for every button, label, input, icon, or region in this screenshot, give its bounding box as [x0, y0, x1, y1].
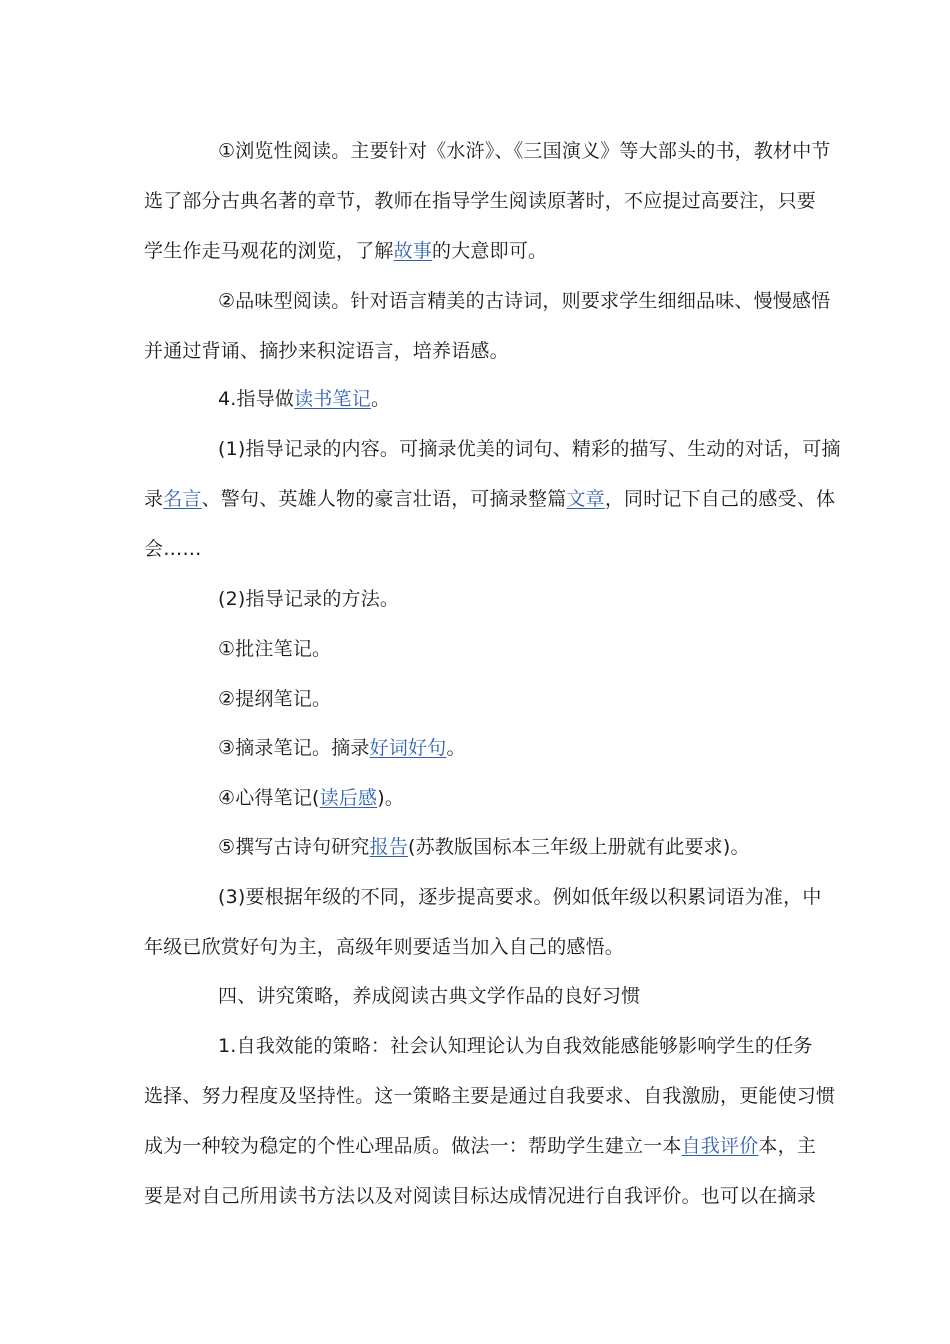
- paragraph-excerpt-notes: [144, 723, 808, 773]
- text-span: ③摘录笔记。摘录: [218, 737, 370, 759]
- text-span: 的大意即可。: [432, 240, 548, 262]
- section-heading-strategies: [144, 971, 808, 1021]
- text-line: 选了部分古典名著的章节，教师在指导学生阅读原著时，不应提过高要注，只要: [144, 190, 817, 212]
- paragraph-recording-content: [144, 424, 841, 574]
- paragraph-savoring-reading: [144, 276, 831, 376]
- text-line: ①批注笔记。: [218, 638, 332, 660]
- text-line: [144, 474, 836, 524]
- text-span: 。: [446, 737, 466, 759]
- link-story[interactable]: 故事: [393, 240, 433, 262]
- text-line: 会……: [144, 538, 202, 560]
- paragraph-self-efficacy: [144, 1021, 836, 1221]
- paragraph-recording-method: [144, 574, 808, 624]
- text-line: 要是对自己所用读书方法以及对阅读目标达成情况进行自我评价。也可以在摘录: [144, 1185, 817, 1207]
- text-line: 并通过背诵、摘抄来积淀语言，培养语感。: [144, 340, 509, 362]
- paragraph-research-report: [144, 822, 808, 872]
- text-line: (2)指导记录的方法。: [218, 588, 400, 610]
- text-span: (苏教版国标本三年级上册就有此要求)。: [408, 836, 750, 858]
- paragraph-reading-notes-heading: [144, 374, 808, 424]
- text-line: ②品味型阅读。针对语言精美的古诗词，则要求学生细细品味、慢慢感悟: [218, 290, 831, 312]
- text-line: (3)要根据年级的不同，逐步提高要求。例如低年级以积累词语为准，中: [218, 886, 822, 908]
- text-line: ②提纲笔记。: [218, 688, 332, 710]
- link-book-review[interactable]: 读后感: [319, 787, 378, 809]
- text-span: 本，主: [758, 1135, 817, 1157]
- link-good-phrases[interactable]: 好词好句: [369, 737, 447, 759]
- text-line: [144, 822, 808, 872]
- text-span: ⑤撰写古诗句研究: [218, 836, 370, 858]
- paragraph-grade-requirements: [144, 872, 822, 972]
- text-line: 选择、努力程度及坚持性。这一策略主要是通过自我要求、自我激励，更能使习惯: [144, 1085, 836, 1107]
- text-span: 4.指导做: [218, 388, 295, 410]
- text-line: 四、讲究策略，养成阅读古典文学作品的良好习惯: [218, 985, 641, 1007]
- text-line: (1)指导记录的内容。可摘录优美的词句、精彩的描写、生动的对话，可摘: [218, 438, 841, 460]
- link-reading-notes[interactable]: 读书笔记: [294, 388, 371, 410]
- text-line: 年级已欣赏好句为主，高级年则要适当加入自己的感悟。: [144, 936, 625, 958]
- text-span: ，同时记下自己的感受、体: [604, 488, 836, 510]
- text-span: 学生作走马观花的浏览，了解: [144, 240, 394, 262]
- paragraph-browsing-reading: [144, 126, 831, 276]
- link-famous-quotes[interactable]: 名言: [163, 488, 202, 510]
- link-report[interactable]: 报告: [369, 836, 409, 858]
- text-span: 录: [144, 488, 164, 510]
- text-line: [144, 226, 808, 276]
- link-self-evaluation[interactable]: 自我评价: [681, 1135, 759, 1157]
- text-line: ①浏览性阅读。主要针对《水浒》、《三国演义》等大部头的书，教材中节: [218, 140, 831, 162]
- text-line: [144, 1121, 817, 1171]
- text-line: [144, 773, 808, 823]
- paragraph-reflection-notes: [144, 773, 808, 823]
- text-span: ④心得笔记(: [218, 787, 320, 809]
- text-line: [144, 723, 808, 773]
- text-span: 成为一种较为稳定的个性心理品质。做法一：帮助学生建立一本: [144, 1135, 682, 1157]
- text-span: 、警句、英雄人物的豪言壮语，可摘录整篇: [201, 488, 567, 510]
- text-span: )。: [377, 787, 405, 809]
- paragraph-annotation-notes: [144, 624, 808, 674]
- text-line: [144, 374, 808, 424]
- text-span: 。: [370, 388, 391, 410]
- link-article[interactable]: 文章: [566, 488, 605, 510]
- text-line: 1.自我效能的策略：社会认知理论认为自我效能感能够影响学生的任务: [218, 1035, 813, 1057]
- paragraph-outline-notes: [144, 674, 808, 724]
